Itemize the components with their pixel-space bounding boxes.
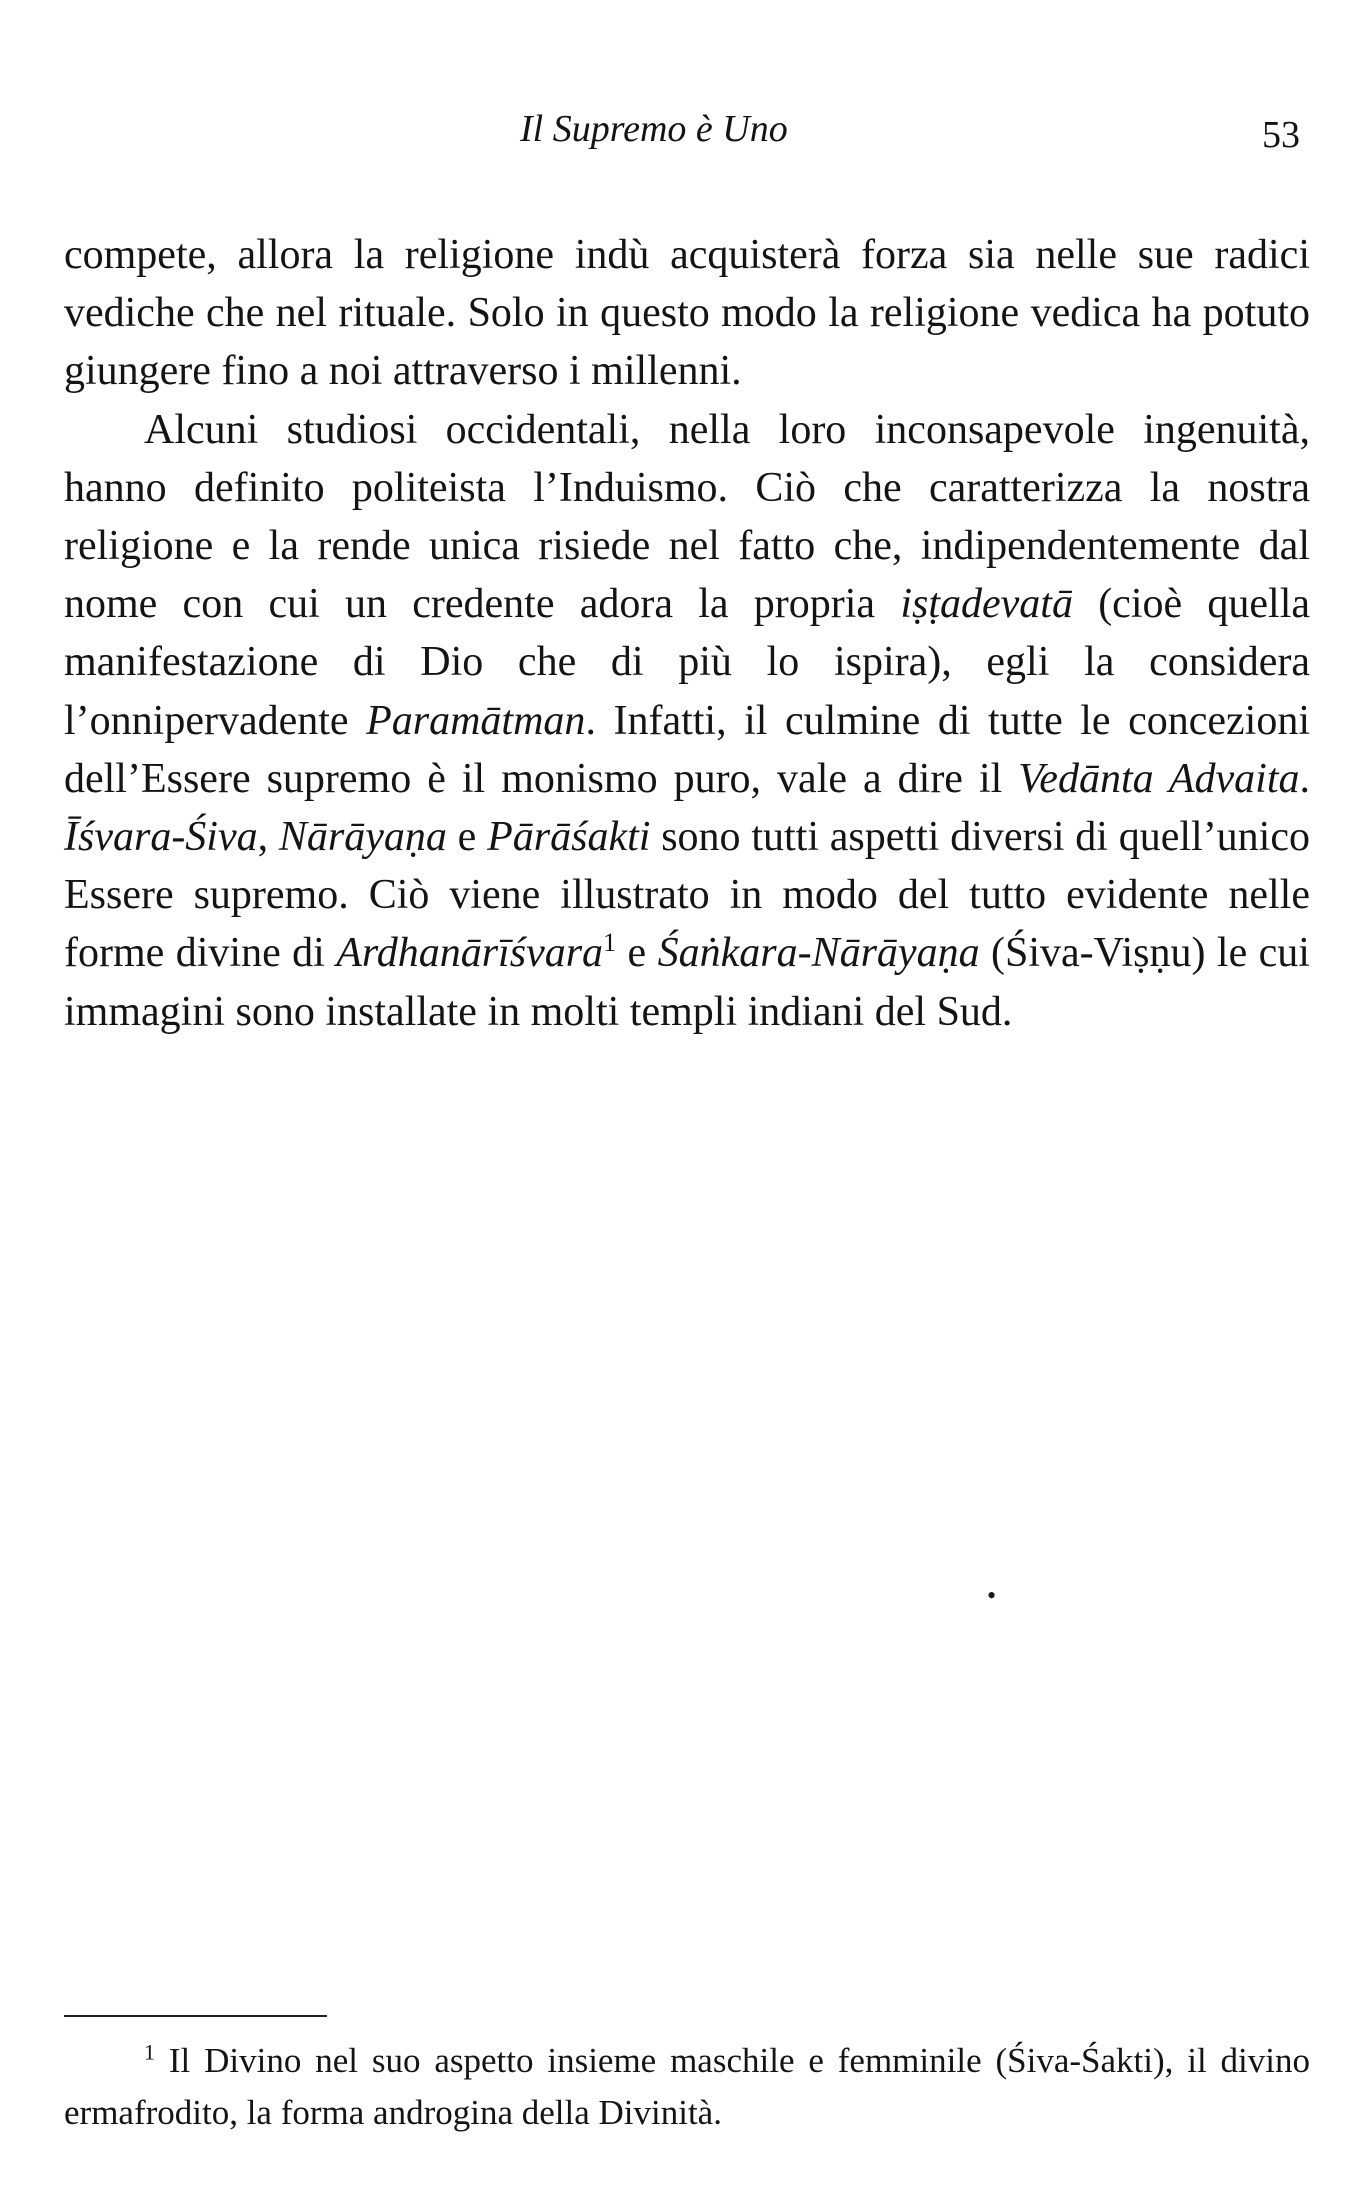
running-head — [0, 104, 1361, 154]
text-run: Alcuni studiosi occidentali, nella loro inconsapevole ingenuità, hanno definito politeista l’Induismo. Ciò che caratterizza la nostra religione e la rende unica risiede nel fatto che, indipendentemente dal nome con cui un credente adora la propria — [64, 406, 1310, 628]
italic-term: Vedānta Advaita — [1018, 755, 1300, 802]
italic-term: Īśvara-Śiva — [64, 814, 258, 861]
italic-term: Pārāśakti — [487, 814, 651, 861]
footnote — [64, 2035, 1310, 2139]
footnote-divider — [64, 2015, 327, 2017]
text-run: e — [616, 930, 658, 977]
italic-term: Ardhanārīśvara — [336, 930, 604, 977]
text-run: sono tutti aspetti diversi di quell’unico Essere supremo. Ciò viene illustrato in modo del tutto evidente nelle forme divine di — [64, 814, 1310, 977]
italic-term: iṣṭadevatā — [900, 581, 1073, 628]
footnote-marker: 1 — [144, 2039, 155, 2065]
footnote-reference[interactable]: 1 — [603, 928, 617, 958]
text-run: (cioè quella manifestazione di Dio che di più lo ispira), egli la considera l’onnipervadente — [64, 581, 1311, 744]
page-number: 53 — [1262, 114, 1300, 156]
text-run: (Śiva-Viṣṇu) le cui immagini sono installate in molti templi indiani del Sud. — [64, 930, 1310, 1035]
text-run: . — [1299, 755, 1310, 802]
footnote-text — [64, 2035, 1310, 2139]
italic-term: Śaṅkara-Nārāyaṇa — [657, 930, 980, 977]
text-run: e — [446, 814, 488, 861]
body-text — [64, 226, 1310, 1041]
footnote-body: Il Divino nel suo aspetto insieme maschile e femminile (Śiva-Śakti), il divino ermafrodito, la forma androgina della Divinità. — [64, 2041, 1310, 2132]
italic-term: Paramātman — [366, 697, 586, 744]
text-run: . Infatti, il culmine di tutte le concezioni dell’Essere supremo è il monismo puro, vale a dire il — [64, 697, 1311, 802]
text-run: , — [257, 814, 279, 861]
italic-term: Nārāyaṇa — [278, 814, 447, 861]
running-title: Il Supremo è Uno — [520, 108, 788, 150]
paragraph-1: compete, allora la religione indù acquisterà forza sia nelle sue radici vediche che nel rituale. Solo in questo modo la religione vedica ha potuto giungere fino a noi attraverso i millenni. — [64, 232, 1310, 395]
paragraph-2 — [64, 401, 1310, 1041]
ornament-dot: • — [987, 1581, 997, 1610]
